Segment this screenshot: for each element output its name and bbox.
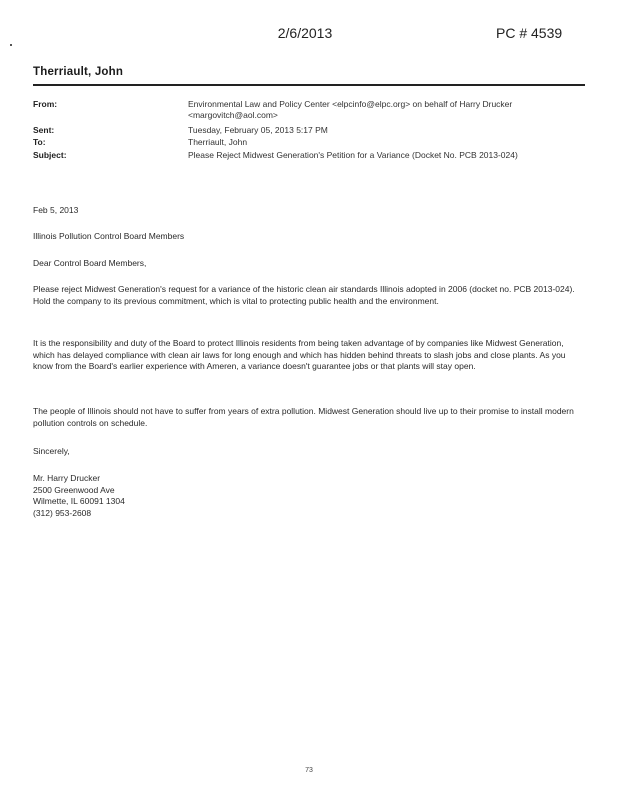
- signature-city: Wilmette, IL 60091 1304: [33, 496, 125, 506]
- sent-label: Sent:: [33, 125, 55, 135]
- letter-paragraph-3: The people of Illinois should not have to suffer from years of extra pollution. Midwest Generation should live up to their promise to install modern pollution controls on schedule.: [33, 406, 574, 428]
- letter-date: Feb 5, 2013: [33, 205, 79, 215]
- letter-salutation: Dear Control Board Members,: [33, 258, 147, 268]
- from-value-line1: Environmental Law and Policy Center <elpcinfo@elpc.org> on behalf of Harry Drucker: [188, 99, 513, 109]
- letter-closing: Sincerely,: [33, 446, 70, 456]
- letter-paragraph-2: It is the responsibility and duty of the Board to protect Illinois residents from being taken advantage of by companies like Midwest Generation, which has delayed compliance with clean air laws for long enough and which has hidden behind threats to slash jobs and close plants. As you know from the Board's earlier experience with Ameren, a variance doesn't guarantee jobs or that plants will stay open.: [33, 338, 566, 371]
- subject-value: Please Reject Midwest Generation's Petition for a Variance (Docket No. PCB 2013-024): [188, 150, 518, 160]
- from-value-line2: <margovitch@aol.com>: [188, 110, 278, 120]
- from-label: From:: [33, 99, 58, 109]
- to-value: Therriault, John: [188, 137, 248, 147]
- received-date-stamp: 2/6/2013: [277, 25, 333, 41]
- scan-speck: [10, 44, 12, 46]
- from-value: [188, 99, 588, 121]
- sent-value: Tuesday, February 05, 2013 5:17 PM: [188, 125, 328, 135]
- public-comment-number: PC # 4539: [496, 25, 563, 41]
- page-number: 73: [305, 767, 313, 774]
- subject-label: Subject:: [33, 150, 67, 160]
- header-divider: [33, 84, 585, 86]
- letter-recipient: Illinois Pollution Control Board Members: [33, 231, 185, 241]
- letter-paragraph-1: Please reject Midwest Generation's request for a variance of the historic clean air standards Illinois adopted in 2006 (docket no. PCB 2013-024). Hold the company to its previous commitment, which is vital to protecting public health and the environment.: [33, 284, 575, 306]
- signature-name: Mr. Harry Drucker: [33, 473, 101, 483]
- to-label: To:: [33, 137, 46, 147]
- signature-phone: (312) 953-2608: [33, 507, 92, 518]
- signature-street: 2500 Greenwood Ave: [33, 484, 115, 495]
- mailbox-owner-name: Therriault, John: [33, 66, 124, 78]
- signature-block: [33, 473, 583, 519]
